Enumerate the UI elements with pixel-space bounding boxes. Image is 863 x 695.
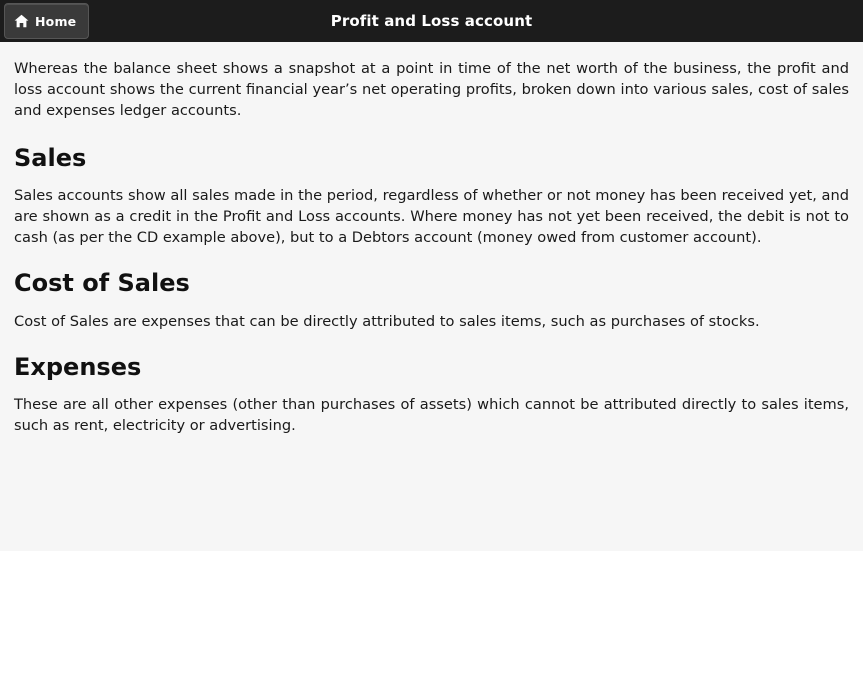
page-bottom-blank-area [0,551,863,695]
top-navigation-bar [0,0,863,42]
article-content [0,42,863,551]
home-button-label: Home [35,13,77,29]
section-heading-expenses: Expenses [14,352,142,381]
section-text-cost-of-sales: Cost of Sales are expenses that can be directly attributed to sales items, such as purchases of stocks. [14,312,760,330]
section-heading-cost-of-sales: Cost of Sales [14,269,190,298]
home-button[interactable] [4,3,89,39]
home-icon [14,14,29,28]
intro-paragraph: Whereas the balance sheet shows a snapshot at a point in time of the net worth of the business, the profit and loss account shows the current financial year’s net operating profits, broken down into various sales, cost of sales and expenses ledger accounts. [14,60,849,119]
page-title: Profit and Loss account [330,12,533,30]
section-heading-sales: Sales [14,144,87,172]
section-text-sales: Sales accounts show all sales made in the period, regardless of whether or not money has been received yet, and are shown as a credit in the Profit and Loss accounts. Where money has not yet been received, the debit is not to cash (as per the CD example above), but to a Debtors account (money owed from customer account). [14,187,849,247]
section-text-expenses: These are all other expenses (other than purchases of assets) which cannot be attributed directly to sales items, such as rent, electricity or advertising. [14,396,849,435]
